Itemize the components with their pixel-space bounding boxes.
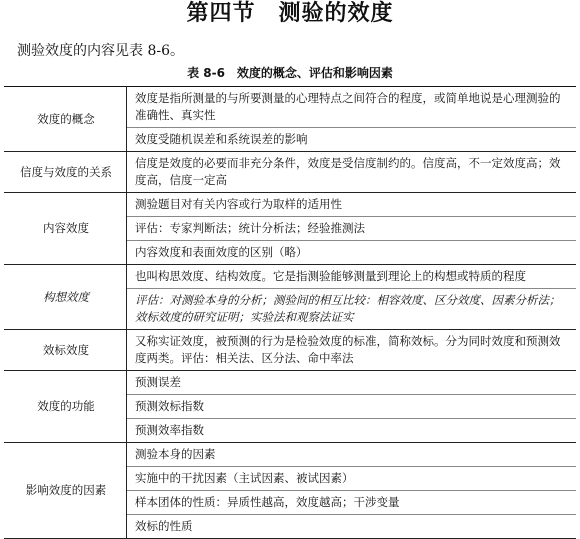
category-cell: 效度的概念 [4,87,127,152]
category-cell: 效度的功能 [4,371,127,443]
description-cell: 效标的性质 [127,515,577,539]
description-cell: 实施中的干扰因素（主试因素、被试因素） [127,467,577,491]
table-caption: 表 8-6 效度的概念、评估和影响因素 [187,66,393,80]
validity-table [4,86,576,539]
description-cell: 信度是效度的必要而非充分条件，效度是受信度制约的。信度高，不一定效度高；效度高，信度一定高 [127,152,577,193]
category-cell: 信度与效度的关系 [4,152,127,193]
description-cell: 也叫构思效度、结构效度。它是指测验能够测量到理论上的构想或特质的程度 [127,265,577,289]
table-row [4,443,576,467]
description-cell: 评估：专家判断法；统计分析法；经验推测法 [127,217,577,241]
intro-text: 测验效度的内容见表 8-6。 [17,43,184,59]
description-cell: 评估：对测验本身的分析；测验间的相互比较：相容效度、区分效度、因素分析法；效标效度的研究证明；实验法和观察法证实 [127,289,577,330]
table-row [4,152,576,193]
description-cell: 预测效率指数 [127,419,577,443]
table-row [4,371,576,395]
table-row [4,265,576,289]
section-title: 第四节 测验的效度 [186,0,394,26]
description-cell: 效度受随机误差和系统误差的影响 [127,128,577,152]
description-cell: 测验题目对有关内容或行为取样的适用性 [127,193,577,217]
table-row [4,193,576,217]
description-cell: 又称实证效度，被预测的行为是检验效度的标准，简称效标。分为同时效度和预测效度两类。评估：相关法、区分法、命中率法 [127,330,577,371]
table-row [4,87,576,128]
category-cell: 影响效度的因素 [4,443,127,539]
category-cell: 内容效度 [4,193,127,265]
description-cell: 样本团体的性质：异质性越高，效度越高；干涉变量 [127,491,577,515]
category-cell: 效标效度 [4,330,127,371]
description-cell: 预测误差 [127,371,577,395]
table-row [4,330,576,371]
description-cell: 测验本身的因素 [127,443,577,467]
description-cell: 内容效度和表面效度的区别（略） [127,241,577,265]
category-cell: 构想效度 [4,265,127,330]
description-cell: 效度是指所测量的与所要测量的心理特点之间符合的程度，或简单地说是心理测验的准确性、真实性 [127,87,577,128]
description-cell: 预测效标指数 [127,395,577,419]
